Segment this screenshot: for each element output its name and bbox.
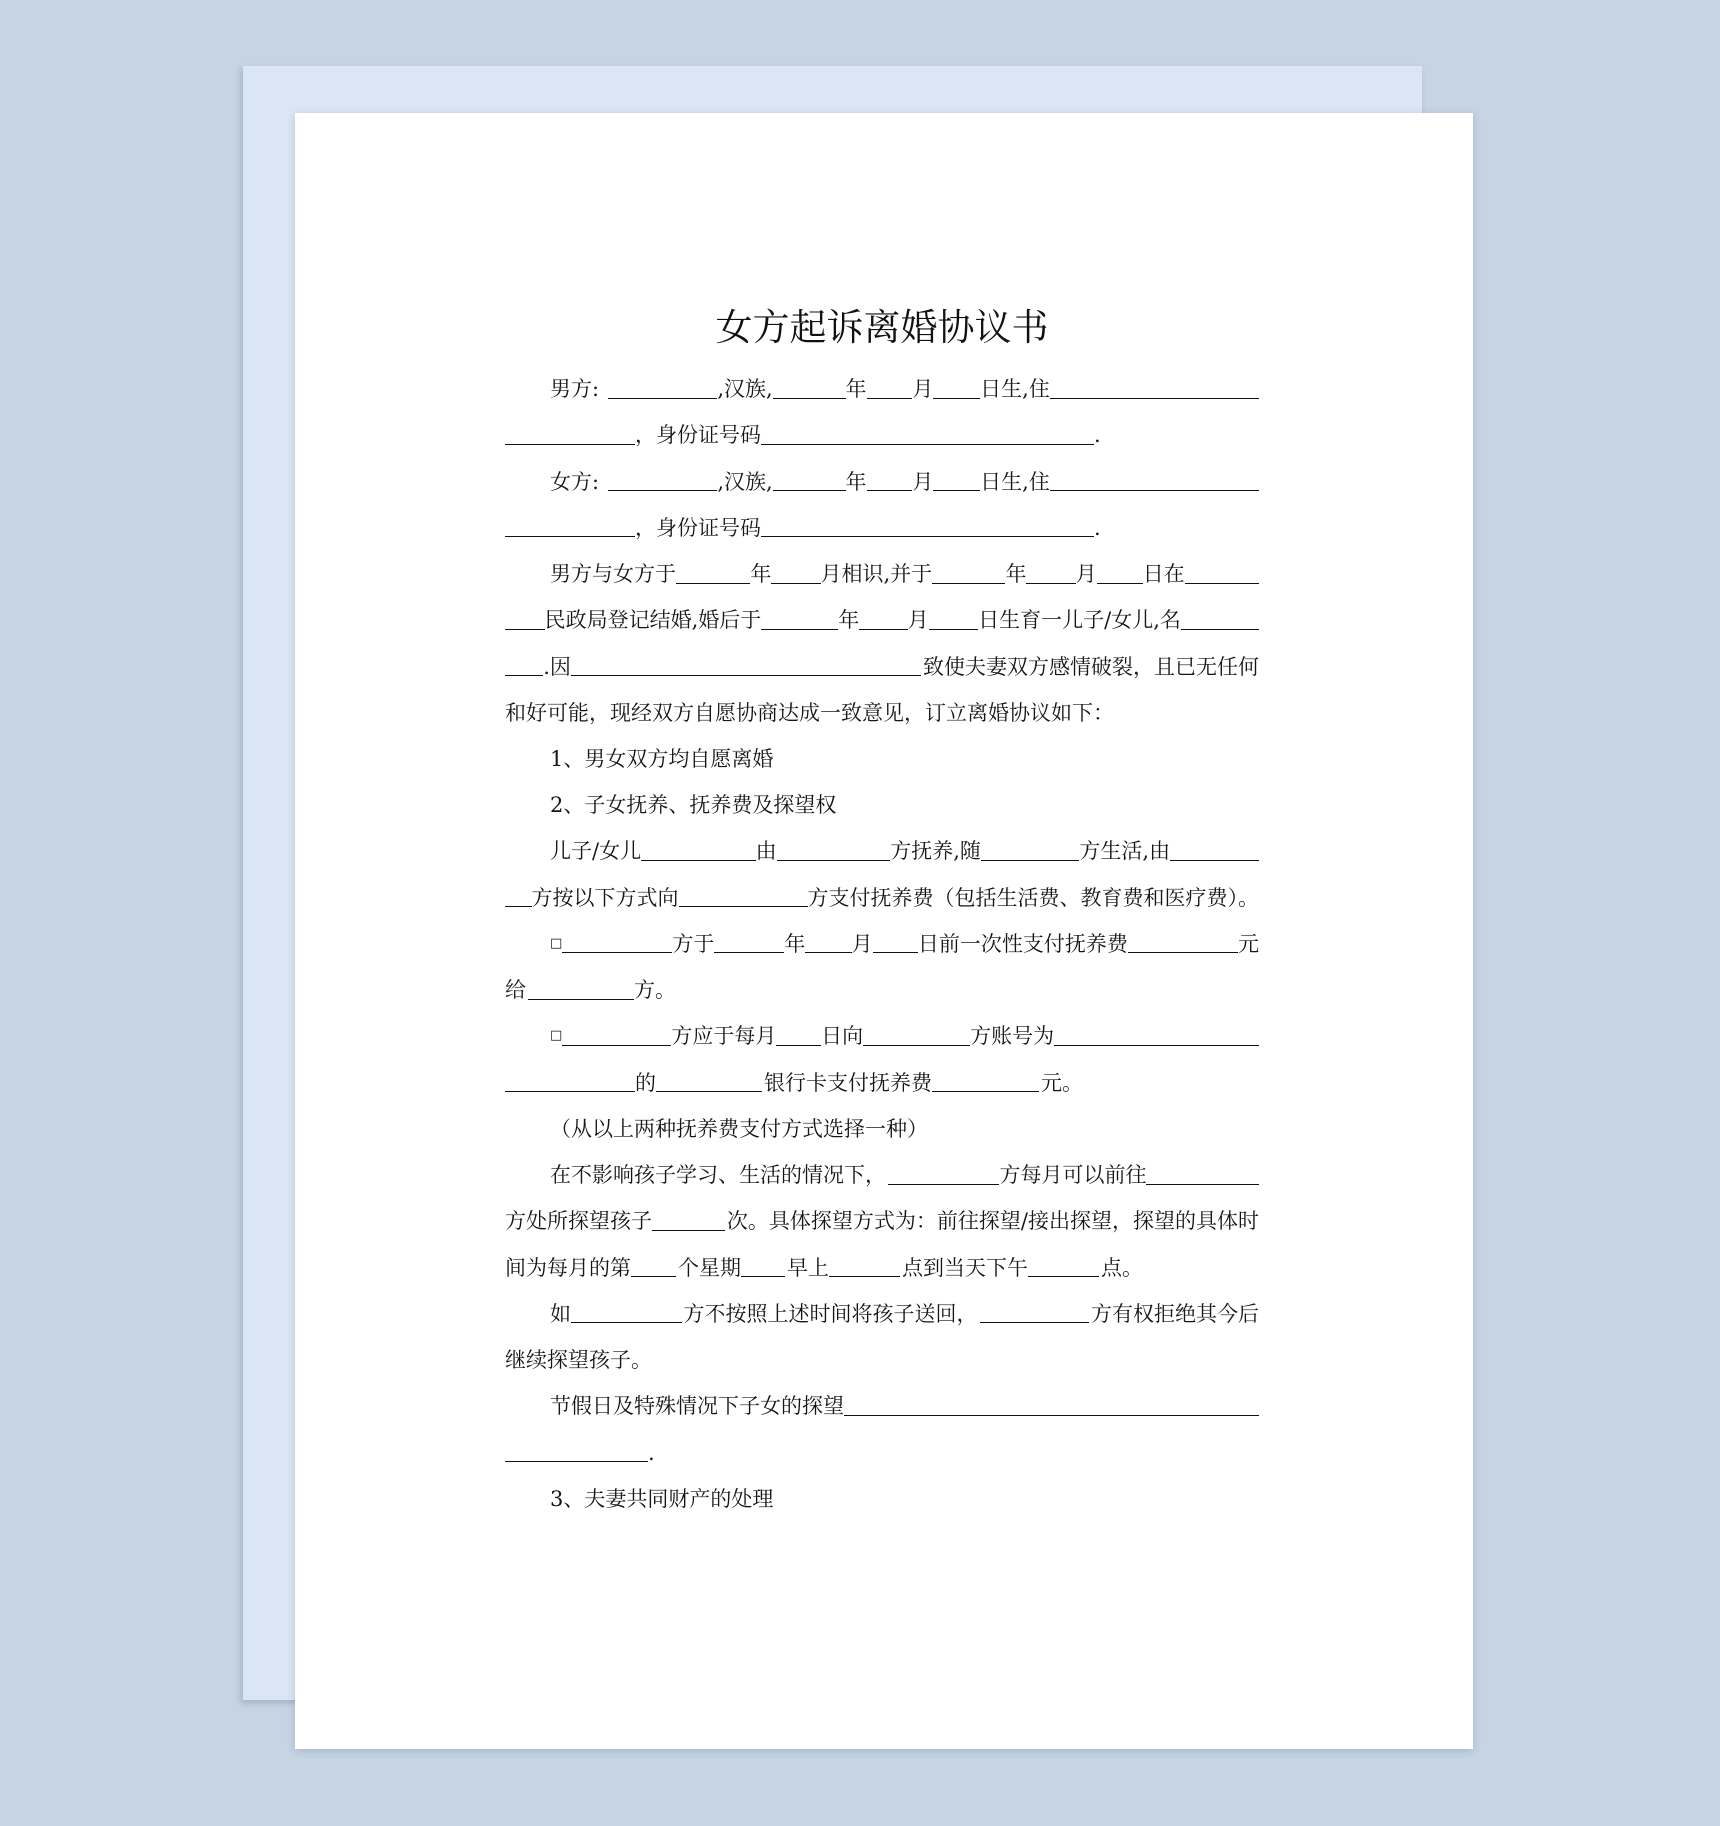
text-segment: 方生活,由 (1079, 839, 1171, 864)
line-holiday-visitation (505, 1383, 1259, 1429)
text-segment: 方。 (634, 978, 676, 1003)
text-segment: 日在 (1142, 562, 1185, 587)
fill-in-blank (873, 934, 918, 953)
fill-in-blank (1128, 934, 1238, 953)
text-segment: 方应于每月 (671, 1024, 777, 1049)
text-segment: 方不按照上述时间将孩子送回， (683, 1301, 978, 1326)
fill-in-blank (562, 934, 672, 953)
line-visitation-schedule (505, 1244, 1259, 1290)
text-segment: . (648, 1440, 655, 1465)
text-segment: 和好可能，现经双方自愿协商达成一致意见，订立离婚协议如下： (505, 700, 1114, 725)
text-segment: 方账号为 (970, 1024, 1055, 1049)
text-segment: 早上 (787, 1255, 829, 1280)
fill-in-blank (844, 1397, 1259, 1416)
fill-in-blank (641, 842, 756, 861)
text-segment: 月相识,并于 (820, 562, 933, 587)
fill-in-blank (505, 518, 635, 537)
fill-in-blank (608, 472, 717, 491)
fill-in-blank (1054, 1027, 1259, 1046)
fill-in-blank (761, 426, 1094, 445)
text-segment: 月 (912, 469, 934, 494)
fill-in-blank (652, 1212, 725, 1231)
fill-in-blank (859, 611, 907, 630)
text-segment: 儿子/女儿 (550, 839, 642, 864)
text-segment: 日生,住 (980, 377, 1050, 402)
fill-in-blank (1146, 1166, 1259, 1185)
text-segment: 方于 (672, 931, 715, 956)
text-segment: 年 (784, 931, 806, 956)
text-segment: 的 (635, 1070, 656, 1095)
fill-in-blank (679, 888, 808, 907)
text-segment: 年 (1005, 562, 1027, 587)
text-segment: 1、男女双方均自愿离婚 (550, 746, 774, 771)
text-segment: .因 (543, 654, 571, 679)
option-lump-sum-recipient (505, 967, 1259, 1013)
text-segment: . (1094, 423, 1101, 448)
document-title: 女方起诉离婚协议书 (715, 306, 1049, 349)
payment-choice-note (505, 1106, 1259, 1152)
fill-in-blank (505, 611, 545, 630)
option-monthly (505, 1013, 1259, 1059)
fill-in-blank (505, 657, 543, 676)
line-marriage-history (505, 551, 1259, 597)
text-segment: 年 (845, 469, 867, 494)
fill-in-blank (1028, 1258, 1099, 1277)
fill-in-blank (505, 888, 532, 907)
clause-1-heading (505, 736, 1259, 782)
line-female-id (505, 505, 1259, 551)
fill-in-blank (562, 1027, 671, 1046)
fill-in-blank (863, 1027, 970, 1046)
fill-in-blank (505, 1443, 648, 1462)
fill-in-blank (1026, 565, 1075, 584)
text-segment: 方每月可以前往 (999, 1163, 1147, 1188)
line-visitation-continue (505, 1337, 1259, 1383)
line-marriage-registration (505, 597, 1259, 643)
fill-in-blank (571, 1304, 682, 1323)
fill-in-blank (571, 657, 921, 676)
text-segment: ,汉族, (717, 377, 773, 402)
text-segment: 日生,住 (980, 469, 1050, 494)
fill-in-blank (761, 518, 1094, 537)
text-segment: 方按以下方式向 (531, 885, 679, 910)
text-segment: 3、夫妻共同财产的处理 (550, 1486, 774, 1511)
fill-in-blank (1170, 842, 1259, 861)
line-male-id (505, 412, 1259, 458)
clause-2-heading (505, 782, 1259, 828)
text-segment: 日前一次性支付抚养费 (917, 931, 1128, 956)
fill-in-blank (505, 426, 635, 445)
fill-in-blank (676, 565, 750, 584)
fill-in-blank (741, 1258, 785, 1277)
fill-in-blank (933, 380, 980, 399)
text-segment: 节假日及特殊情况下子女的探望 (550, 1394, 844, 1419)
text-segment: 由 (755, 839, 777, 864)
fill-in-blank (777, 842, 891, 861)
text-segment: 月 (1075, 562, 1097, 587)
fill-in-blank (929, 611, 979, 630)
text-segment: 元 (1238, 931, 1260, 956)
fill-in-blank (933, 472, 980, 491)
fill-in-blank (932, 565, 1005, 584)
text-segment: 年 (838, 608, 860, 633)
text-segment: 如 (550, 1301, 571, 1326)
fill-in-blank (776, 1027, 821, 1046)
fill-in-blank (1097, 565, 1143, 584)
line-male-party (505, 366, 1259, 412)
document-body (505, 366, 1259, 1522)
line-holiday-visitation-cont (505, 1429, 1259, 1475)
text-segment: ,汉族, (717, 469, 773, 494)
text-segment: 2、子女抚养、抚养费及探望权 (550, 793, 837, 818)
text-segment: 间为每月的第 (505, 1255, 631, 1280)
fill-in-blank (1181, 611, 1259, 630)
text-segment: ，身份证号码 (635, 515, 761, 540)
text-segment: 方处所探望孩子 (505, 1209, 652, 1234)
line-agreement-intro (505, 690, 1259, 736)
fill-in-blank (761, 611, 838, 630)
option-lump-sum (505, 921, 1259, 967)
text-segment: 月 (851, 931, 873, 956)
line-visitation-frequency (505, 1198, 1259, 1244)
text-segment: 次。具体探望方式为：前往探望/接出探望，探望的具体时 (726, 1209, 1259, 1234)
text-segment: 方支付抚养费（包括生活费、教育费和医疗费）。 (807, 885, 1259, 910)
text-segment: （从以上两种抚养费支付方式选择一种） (550, 1116, 928, 1141)
text-segment: 方有权拒绝其今后 (1091, 1301, 1259, 1326)
fill-in-blank (528, 981, 634, 1000)
line-breakdown-reason (505, 643, 1259, 689)
fill-in-blank (631, 1258, 676, 1277)
fill-in-blank (505, 1073, 635, 1092)
text-segment: 方抚养,随 (890, 839, 981, 864)
fill-in-blank (981, 842, 1080, 861)
text-segment: 个星期 (678, 1255, 741, 1280)
fill-in-blank (773, 472, 846, 491)
checkbox-square-glyph: □ (550, 935, 563, 951)
text-segment: 年 (750, 562, 772, 587)
text-segment: 在不影响孩子学习、生活的情况下， (550, 1163, 886, 1188)
fill-in-blank (714, 934, 784, 953)
text-segment: 点。 (1101, 1255, 1143, 1280)
fill-in-blank (829, 1258, 900, 1277)
line-visitation-breach (505, 1291, 1259, 1337)
line-child-custody (505, 828, 1259, 874)
text-segment: 年 (845, 377, 867, 402)
text-segment: 民政局登记结婚,婚后于 (544, 608, 762, 633)
text-segment: 继续探望孩子。 (505, 1348, 652, 1373)
fill-in-blank (805, 934, 851, 953)
fill-in-blank (932, 1073, 1039, 1092)
fill-in-blank (608, 380, 717, 399)
text-segment: 月 (907, 608, 929, 633)
fill-in-blank (980, 1304, 1089, 1323)
text-segment: 女方: (550, 469, 600, 494)
text-segment: . (1094, 515, 1101, 540)
text-segment: 月 (912, 377, 934, 402)
line-support-payment (505, 875, 1259, 921)
fill-in-blank (1050, 472, 1259, 491)
fill-in-blank (867, 472, 913, 491)
fill-in-blank (1185, 565, 1259, 584)
fill-in-blank (656, 1073, 762, 1092)
text-segment: 银行卡支付抚养费 (764, 1070, 932, 1095)
fill-in-blank (771, 565, 820, 584)
text-segment: 点到当天下午 (902, 1255, 1028, 1280)
text-segment: 元。 (1041, 1070, 1083, 1095)
fill-in-blank (1050, 380, 1259, 399)
text-segment: 男方: (550, 377, 600, 402)
fill-in-blank (773, 380, 846, 399)
clause-3-heading (505, 1476, 1259, 1522)
fill-in-blank (888, 1166, 999, 1185)
line-visitation (505, 1152, 1259, 1198)
text-segment: 日生育一儿子/女儿,名 (978, 608, 1181, 633)
text-segment: 男方与女方于 (550, 562, 676, 587)
checkbox-square-glyph: □ (550, 1028, 563, 1044)
line-female-party (505, 458, 1259, 504)
fill-in-blank (867, 380, 913, 399)
text-segment: 日向 (821, 1024, 864, 1049)
text-segment: 致使夫妻双方感情破裂，且已无任何 (923, 654, 1259, 679)
text-segment: ，身份证号码 (635, 423, 761, 448)
option-monthly-bank (505, 1060, 1259, 1106)
text-segment: 给 (505, 978, 526, 1003)
